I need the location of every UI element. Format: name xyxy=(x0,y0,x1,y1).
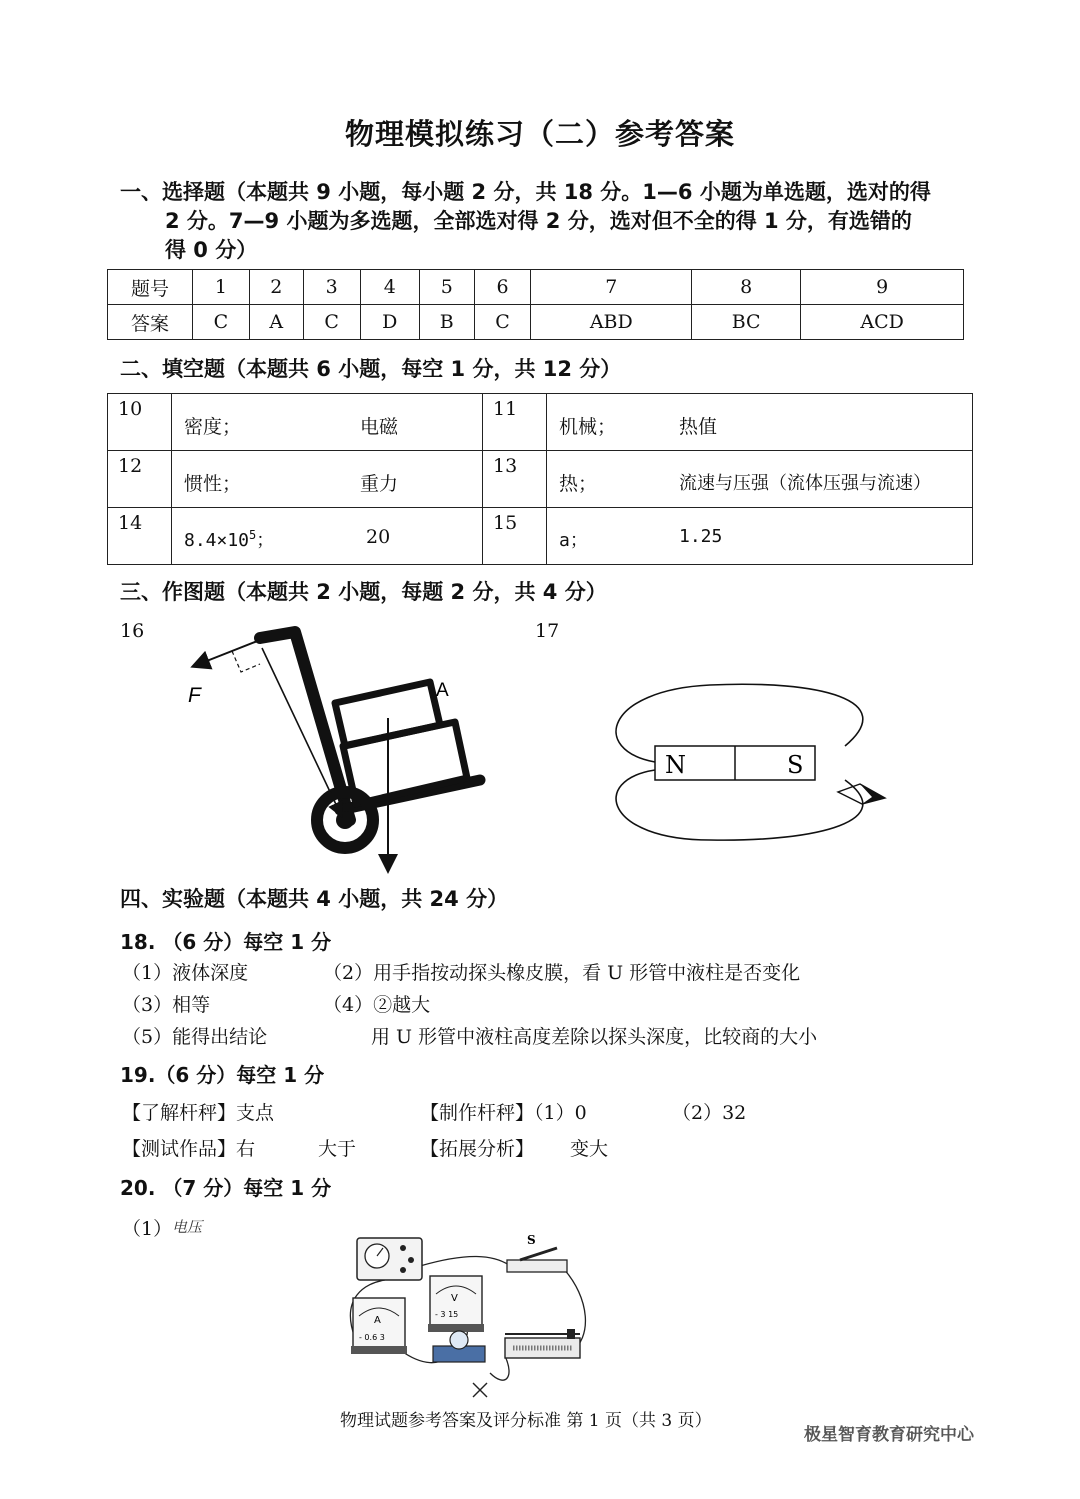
question-number: 7 xyxy=(531,270,692,305)
question-number: 6 xyxy=(474,270,531,305)
answer-text xyxy=(184,526,274,552)
answer-18-5-detail: 用 U 形管中液柱高度差除以探头深度，比较商的大小 xyxy=(371,1026,818,1048)
answer-18-1: （1）液体深度 xyxy=(122,962,249,984)
answer-text: 热值 xyxy=(679,416,718,438)
answer-cell xyxy=(172,394,483,451)
question-16-number: 16 xyxy=(120,620,145,642)
answer-tail: ； xyxy=(256,530,275,551)
terminal xyxy=(400,1267,406,1273)
answer-19-b2: （2）32 xyxy=(672,1102,747,1124)
voltmeter-scale-label: - 3 15 xyxy=(435,1310,459,1319)
right-angle-mark xyxy=(232,651,260,672)
answer-text: 20 xyxy=(366,526,391,548)
wire xyxy=(490,1356,509,1380)
terminal xyxy=(400,1245,406,1251)
answer-19-c: 【测试作品】右 xyxy=(122,1138,256,1160)
answer-19-c2: 大于 xyxy=(318,1138,357,1160)
question-number: 11 xyxy=(483,394,547,451)
question-number: 2 xyxy=(249,270,303,305)
magnet-n-label: N xyxy=(665,751,686,779)
force-label: F xyxy=(188,684,201,707)
question-18-heading: 18. （6 分）每空 1 分 xyxy=(120,930,332,954)
wire xyxy=(420,1256,513,1268)
answer-20-1-handwriting: 电压 xyxy=(172,1218,203,1236)
answer-20-1: （1） xyxy=(122,1218,173,1240)
answer-base: 8.4×10 xyxy=(184,530,250,551)
answer-19-a: 【了解杆秤】支点 xyxy=(122,1102,275,1124)
answer-cell: A xyxy=(249,305,303,340)
box-label: A xyxy=(436,680,449,701)
compass-needle-tip xyxy=(860,784,885,804)
ammeter-scale-label: - 0.6 3 xyxy=(359,1333,385,1342)
answer-text: 流速与压强（流体压强与流速） xyxy=(679,473,931,494)
answer-19-d2: 变大 xyxy=(570,1138,609,1160)
answer-cell xyxy=(172,508,483,565)
answer-cell xyxy=(547,508,973,565)
answer-cell: C xyxy=(193,305,250,340)
answer-cell: B xyxy=(419,305,474,340)
circuit-diagram xyxy=(345,1228,595,1403)
table-row xyxy=(108,508,973,565)
answer-18-3: （3）相等 xyxy=(122,994,211,1016)
answer-cell: ABD xyxy=(531,305,692,340)
question-number: 10 xyxy=(108,394,172,451)
section-1-heading-line2: 2 分。7—9 小题为多选题，全部选对得 2 分，选对但不全的得 1 分，有选错的 xyxy=(165,209,912,233)
answer-text: 机械； xyxy=(559,416,617,438)
question-number: 5 xyxy=(419,270,474,305)
answer-text: 重力 xyxy=(360,473,399,495)
answer-text: 惯性； xyxy=(184,473,242,495)
voltmeter-base xyxy=(428,1324,484,1332)
question-17-number: 17 xyxy=(535,620,560,642)
question-19-heading: 19.（6 分）每空 1 分 xyxy=(120,1063,325,1087)
answer-cell xyxy=(547,394,973,451)
fill-answer-table xyxy=(107,393,973,565)
answer-18-2: （2）用手指按动探头橡皮膜，看 U 形管中液柱是否变化 xyxy=(323,962,801,984)
magnet-s-label: S xyxy=(787,751,804,779)
rheostat-slider xyxy=(567,1329,575,1339)
bulb xyxy=(450,1331,468,1349)
answer-text: 1.25 xyxy=(679,526,723,547)
section-4-heading: 四、实验题（本题共 4 小题，共 24 分） xyxy=(120,887,509,911)
ammeter-base xyxy=(351,1346,407,1354)
answer-19-d: 【拓展分析】 xyxy=(420,1138,535,1160)
answer-cell: C xyxy=(303,305,360,340)
page-title: 物理模拟练习（二）参考答案 xyxy=(344,117,735,151)
answer-text: a； xyxy=(559,530,588,551)
question-number: 4 xyxy=(360,270,419,305)
terminal xyxy=(408,1257,414,1263)
compass-needle xyxy=(838,784,885,804)
hand-truck-diagram xyxy=(180,620,500,880)
switch-base xyxy=(507,1260,567,1272)
choice-answer-table xyxy=(107,269,964,340)
answer-cell: BC xyxy=(692,305,801,340)
answer-cell xyxy=(172,451,483,508)
answer-19-b: 【制作杆秤】（1）0 xyxy=(420,1102,587,1124)
question-number: 15 xyxy=(483,508,547,565)
question-number: 13 xyxy=(483,451,547,508)
table-row xyxy=(108,394,973,451)
switch-lever xyxy=(520,1248,557,1260)
voltmeter-label: V xyxy=(451,1293,458,1304)
answer-text: 密度； xyxy=(184,416,242,438)
answer-exponent: 5 xyxy=(249,528,257,542)
question-number: 14 xyxy=(108,508,172,565)
question-number: 3 xyxy=(303,270,360,305)
switch-label: S xyxy=(527,1233,536,1247)
table-row xyxy=(108,451,973,508)
answer-cell: ACD xyxy=(801,305,964,340)
question-number: 12 xyxy=(108,451,172,508)
section-3-heading: 三、作图题（本题共 2 小题，每题 2 分，共 4 分） xyxy=(120,580,607,604)
wheel-axle xyxy=(336,811,354,829)
answer-cell: C xyxy=(474,305,531,340)
answer-18-5: （5）能得出结论 xyxy=(122,1026,268,1048)
section-2-heading: 二、填空题（本题共 6 小题，每空 1 分，共 12 分） xyxy=(120,357,622,381)
answer-18-4: （4）②越大 xyxy=(323,994,431,1016)
brand-watermark: 极星智育教育研究中心 xyxy=(804,1425,974,1445)
question-number: 9 xyxy=(801,270,964,305)
question-number: 8 xyxy=(692,270,801,305)
answer-text: 电磁 xyxy=(360,416,399,438)
page-footer: 物理试题参考答案及评分标准 第 1 页（共 3 页） xyxy=(340,1411,712,1431)
answer-cell xyxy=(547,451,973,508)
question-20-heading: 20. （7 分）每空 1 分 xyxy=(120,1176,332,1200)
question-number: 1 xyxy=(193,270,250,305)
answer-cell: D xyxy=(360,305,419,340)
section-1-heading: 一、选择题（本题共 9 小题，每小题 2 分，共 18 分。1—6 小题为单选题，选对的得 xyxy=(120,180,931,204)
ammeter-label: A xyxy=(374,1315,381,1326)
force-arrow xyxy=(194,640,260,666)
magnetic-field-diagram xyxy=(610,680,900,845)
answer-text: 热； xyxy=(559,473,598,495)
answer-label: 答案 xyxy=(108,305,193,340)
table-row xyxy=(108,270,964,305)
question-number-label: 题号 xyxy=(108,270,193,305)
section-1-heading-line3: 得 0 分） xyxy=(165,238,258,262)
table-row xyxy=(108,305,964,340)
